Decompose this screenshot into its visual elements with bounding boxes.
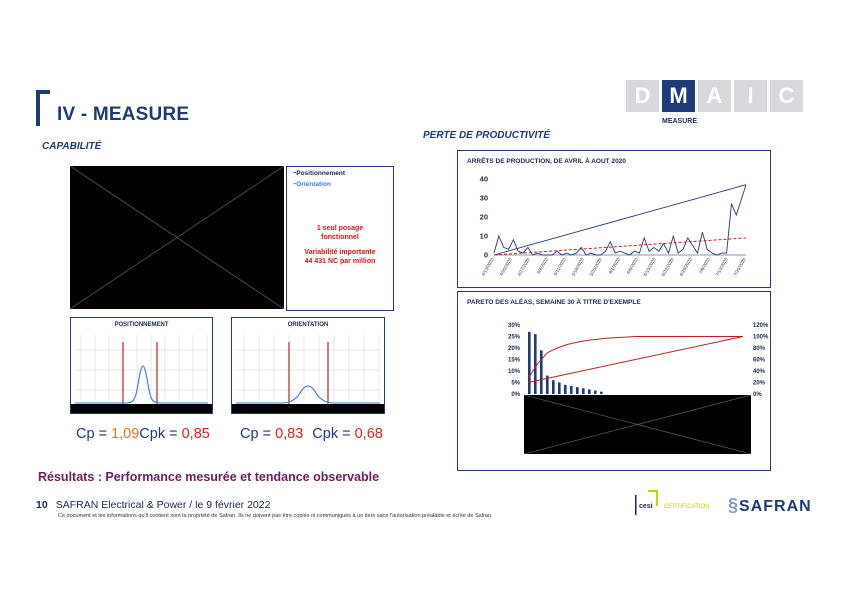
legend-positionnement: ⁃Positionnement [293,170,346,177]
note-line: 44 431 NC par million [304,258,376,265]
pareto-bar [588,389,591,394]
dmaic-step-m: M [662,80,695,112]
orientation-distribution-chart [232,330,384,413]
page-number: 10 [36,499,48,511]
cpk-label: Cpk = [139,426,182,442]
orientation-panel-title: ORIENTATION [287,322,329,328]
title-bracket [36,90,50,126]
positionnement-indices [76,426,210,442]
x-tick-label: 6/1/2020 [607,257,621,275]
cp-label: Cp = [240,426,276,442]
y-tick-label-right: 20% [753,380,766,387]
y-tick-label-right: 0% [753,392,762,398]
cumulative-line [528,337,743,379]
y-tick-label-right: 40% [753,369,766,375]
stoppages-chart-title: ARRÊTS DE PRODUCTION, DE AVRIL À AOUT 2020 [467,158,626,165]
note-line: fonctionnel [321,234,359,241]
positionnement-panel-title: POSITIONNEMENT [114,322,169,328]
safran-s-icon: § [728,495,740,515]
orientation-indices [240,426,383,442]
y-tick-label-right: 100% [753,334,769,341]
y-tick-label-right: 120% [753,323,769,329]
capability-subtitle: CAPABILITÉ [42,141,102,152]
x-tick-label: 6/15/2020 [642,257,657,277]
safran-logo: §SAFRAN [728,495,812,515]
pareto-bar [558,383,561,395]
pareto-bar [540,350,543,394]
x-tick-label: 5/18/2020 [570,257,585,277]
pareto-bar [534,334,537,394]
pareto-bar [528,332,531,394]
note-line: Variabilité importante [304,249,376,256]
placeholder-cross-icon [70,166,284,309]
certification-text: CERTIFICATION [664,504,710,510]
legend-orientation: ⁃Orientation [293,181,331,188]
legal-notice: Ce document et les informations qu'il contient sont la propriété de Safran. Ils ne doivent pas être copiés ni communiqués à un tiers sans l'autorisation préalable et écrite de Safran. [58,513,493,519]
pareto-chart-title: PARETO DES ALÉAS, SEMAINE 30 À TITRE D'EXEMPLE [467,299,641,306]
page-title: IV - MEASURE [57,104,190,125]
dmaic-step-i: I [734,80,767,112]
stoppages-line-chart [458,151,770,287]
x-tick-label: 7/6/2020 [697,257,711,275]
dmaic-step-d: D [626,80,659,112]
legend-dash-icon: ⁃ [293,170,297,177]
legend-dash-icon: ⁃ [293,181,297,188]
y-tick-label: 0 [483,250,488,260]
x-tick-label: 4/27/2020 [516,257,531,277]
dmaic-step-a: A [698,80,731,112]
x-tick-label: 5/25/2020 [588,257,603,277]
orientation-panel [231,317,385,414]
pareto-image-placeholder [524,395,751,454]
positionnement-panel [70,317,213,414]
y-tick-label-left: 25% [507,334,520,341]
footer-text: SAFRAN Electrical & Power / le 9 février 2022 [55,499,271,511]
x-tick-label: 7/13/2020 [714,257,729,277]
x-tick-label: 5/4/2020 [535,257,549,275]
pareto-bar [600,392,603,394]
cesi-text: cesi [639,503,653,510]
pareto-bar [576,387,579,394]
y-tick-label-left: 5% [511,380,520,387]
y-tick-label-left: 0% [511,392,520,398]
cp-label: Cp = [76,426,112,442]
results-text: Résultats : Performance mesurée et tendance observable [38,470,380,484]
pareto-bar [564,385,567,394]
pareto-bar [552,380,555,394]
y-tick-label-left: 30% [507,323,520,329]
series-line-tendance [494,185,746,255]
pareto-bar [570,386,573,394]
note-line: 1 seul posage [316,225,364,232]
x-tick-label: 4/13/2020 [480,257,495,277]
x-tick-label: 6/8/2020 [625,257,639,275]
pareto-bar [594,391,597,394]
productivity-subtitle: PERTE DE PRODUCTIVITÉ [423,130,551,141]
x-tick-label: 7/20/2020 [732,257,747,277]
y-tick-label-right: 80% [753,346,766,352]
pareto-bar [582,388,585,394]
cpk-value: 0,68 [354,426,383,442]
x-tick-label: 4/20/2020 [498,257,513,277]
capability-image-placeholder [70,166,284,309]
y-tick-label-left: 15% [507,357,520,364]
cp-value: 0,83 [275,426,304,442]
positionnement-distribution-chart [71,330,212,413]
stoppages-chart-box [457,150,771,288]
y-tick-label-right: 60% [753,357,766,364]
y-tick-label-left: 20% [507,346,520,352]
dmaic-active-label: MEASURE [662,118,698,125]
capability-legend-box [286,166,394,311]
footer [36,499,270,511]
cpk-value: 0,85 [181,426,210,442]
distribution-curve [236,386,380,403]
placeholder-cross-icon [524,395,751,454]
x-tick-label: 6/22/2020 [660,257,675,277]
dmaic-step-c: C [770,80,803,112]
y-tick-label: 40 [479,174,488,184]
cpk-label: Cpk = [312,426,355,442]
y-tick-label-left: 10% [507,369,520,375]
pareto-chart-box [457,291,771,471]
y-tick-label: 20 [479,212,488,222]
series-line-tendance-lineaire [494,238,746,255]
y-tick-label: 30 [479,193,488,203]
x-tick-label: 5/11/2020 [552,257,567,277]
cesi-certification-logo [628,490,718,525]
cumulative-reference-line [528,337,743,383]
x-tick-label: 6/29/2020 [678,257,693,277]
y-tick-label: 10 [479,231,488,241]
cp-value: 1,09 [111,426,140,442]
